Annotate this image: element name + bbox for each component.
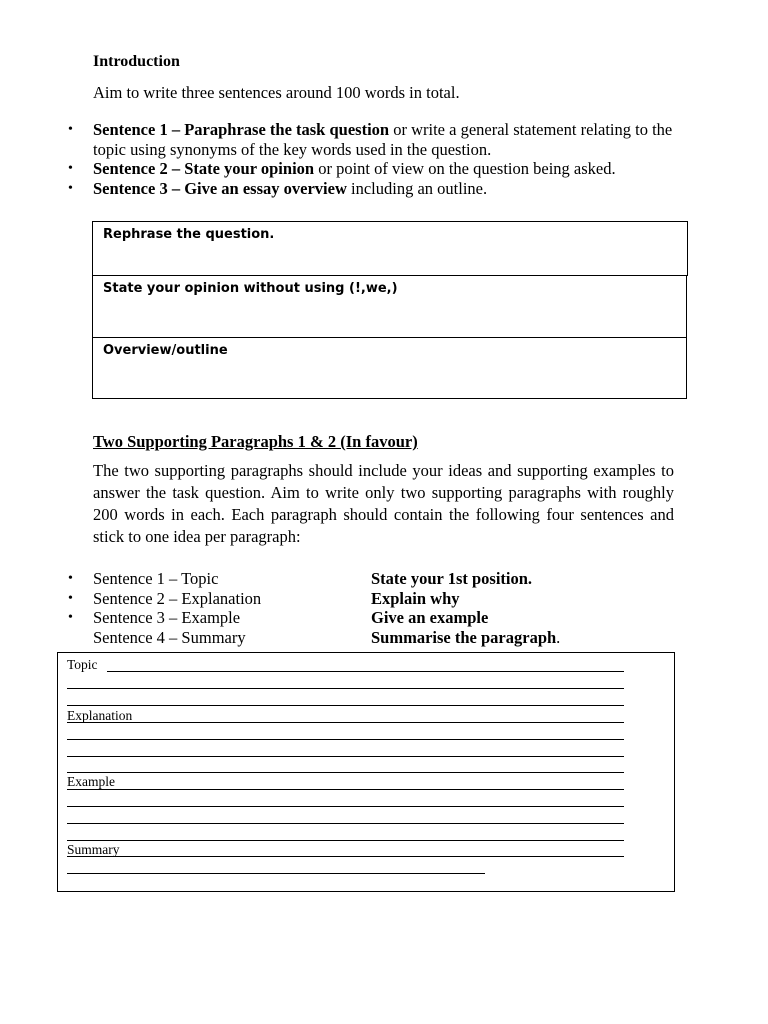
- intro-bullet-1: [68, 120, 673, 159]
- bullet-icon: •: [68, 590, 73, 606]
- bullet-icon: •: [68, 571, 73, 586]
- bullet-icon: •: [68, 610, 73, 625]
- overview-outline-label: Overview/outline: [103, 343, 228, 358]
- introduction-bullet-list: [68, 120, 673, 198]
- introduction-aim-text: Aim to write three sentences around 100 words in total.: [93, 83, 460, 102]
- sentence-instruction-text: Summarise the paragraph: [371, 627, 557, 647]
- writing-line[interactable]: [67, 739, 624, 740]
- sentence-label: Sentence 4 – Summary: [93, 627, 246, 647]
- example-label: Example: [67, 774, 115, 789]
- bullet-icon: •: [68, 161, 73, 176]
- sentence-instruction: [371, 589, 460, 609]
- overview-outline-field[interactable]: [92, 337, 687, 399]
- intro-bullet-2-text: or point of view on the question being asked.: [314, 159, 616, 178]
- rephrase-question-field[interactable]: [92, 221, 688, 276]
- supporting-paragraphs-description: The two supporting paragraphs should include your ideas and supporting examples to answer the task question. Aim to write only two supporting paragraphs with roughly 200 words in each. Each paragraph should contain the following four sentences and stick to one idea per paragraph:: [93, 461, 674, 546]
- topic-label: Topic: [67, 657, 98, 672]
- explanation-line[interactable]: [67, 722, 624, 723]
- sentence-row-1: [68, 569, 653, 589]
- sentence-label: Sentence 2 – Explanation: [93, 588, 262, 608]
- topic-line[interactable]: [107, 671, 624, 672]
- sentence-row-4: [93, 628, 653, 648]
- sentence-label: Sentence 1 – Topic: [93, 569, 219, 588]
- sentence-instruction: [371, 608, 488, 628]
- intro-bullet-3-text: including an outline.: [346, 178, 488, 198]
- introduction-heading: Introduction: [93, 53, 180, 70]
- summary-line[interactable]: [67, 856, 624, 857]
- summary-label: Summary: [67, 842, 120, 857]
- writing-line[interactable]: [67, 806, 624, 807]
- sentence-instruction-text: State your 1st position.: [371, 569, 533, 588]
- supporting-paragraphs-heading: Two Supporting Paragraphs 1 & 2 (In favour): [93, 432, 418, 451]
- sentence-instruction: [371, 569, 532, 589]
- sentence-row-3: [68, 608, 653, 628]
- sentence-structure-list: [68, 569, 653, 647]
- sentence-instruction-tail: .: [556, 627, 561, 647]
- writing-line[interactable]: [67, 756, 624, 757]
- sentence-instruction-text: Explain why: [371, 588, 460, 608]
- state-opinion-label: State your opinion without using (!,we,): [103, 281, 398, 296]
- sentence-instruction: [371, 628, 560, 648]
- paragraph-worksheet-box: [57, 652, 675, 892]
- writing-line[interactable]: [67, 873, 485, 874]
- bullet-icon: •: [68, 122, 73, 137]
- writing-line[interactable]: [67, 688, 624, 689]
- example-line[interactable]: [67, 789, 624, 790]
- sentence-row-2: [68, 588, 653, 609]
- intro-bullet-2: [68, 159, 673, 179]
- intro-bullet-3-bold: Sentence 3 – Give an essay overview: [93, 178, 347, 198]
- writing-line[interactable]: [67, 840, 624, 841]
- sentence-label: Sentence 3 – Example: [93, 608, 241, 627]
- sentence-instruction-text: Give an example: [371, 608, 489, 627]
- introduction-writing-box: [92, 221, 688, 399]
- intro-bullet-2-bold: Sentence 2 – State your opinion: [93, 159, 315, 178]
- rephrase-question-label: Rephrase the question.: [103, 227, 275, 242]
- writing-line[interactable]: [67, 772, 624, 773]
- intro-bullet-3: [68, 178, 673, 199]
- explanation-label: Explanation: [67, 708, 133, 723]
- intro-bullet-1-bold: Sentence 1 – Paraphrase the task question: [93, 120, 390, 139]
- intro-bullet-1-text: or write a general statement relating to the topic using synonyms of the key words used in the question.: [93, 120, 673, 159]
- writing-line[interactable]: [67, 823, 624, 824]
- bullet-icon: •: [68, 180, 73, 196]
- writing-line[interactable]: [67, 705, 624, 706]
- state-opinion-field[interactable]: [92, 275, 687, 338]
